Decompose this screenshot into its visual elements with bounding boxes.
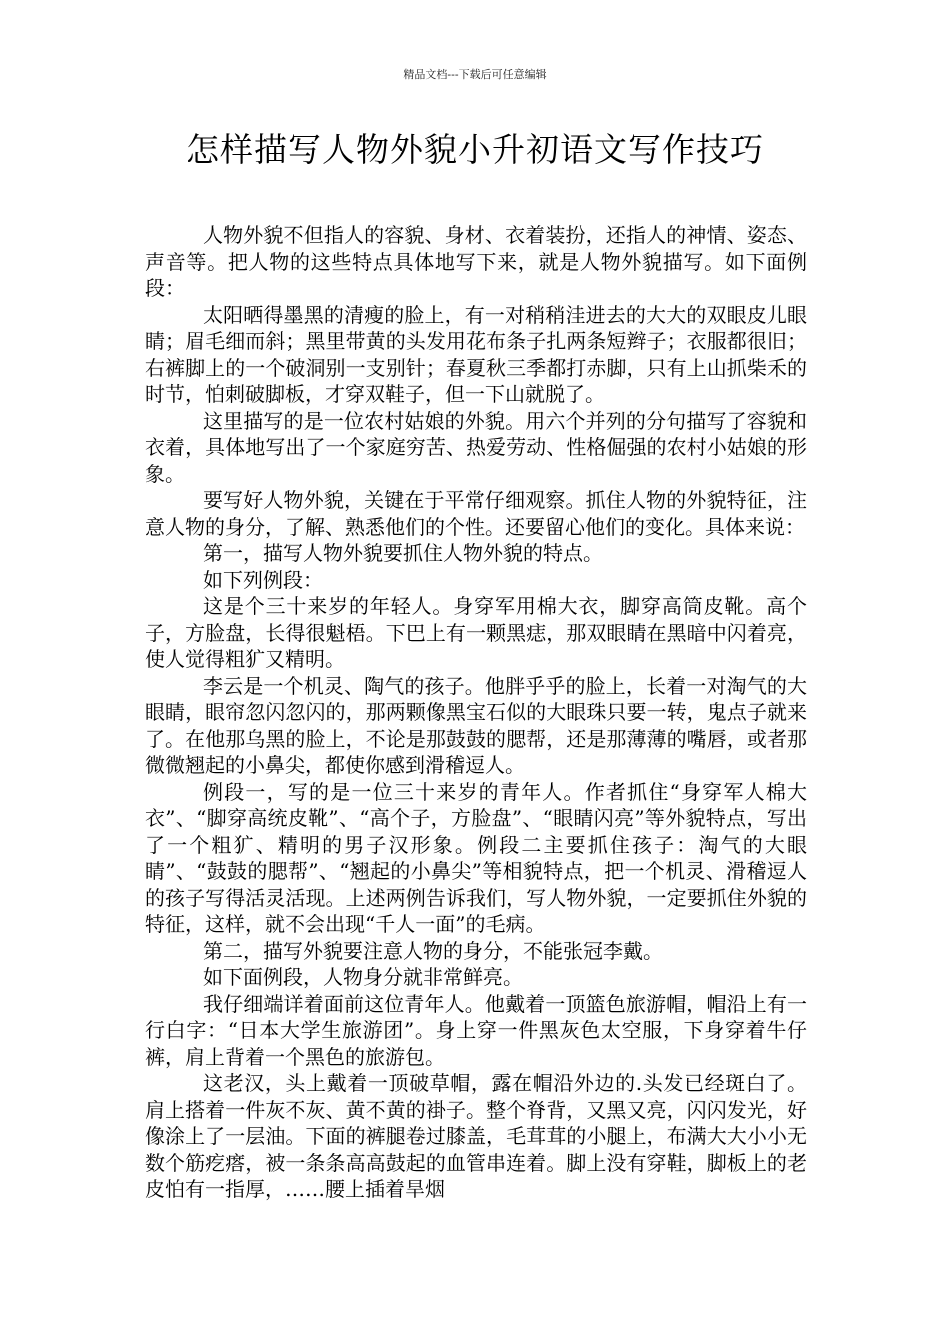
paragraph: 第一，描写人物外貌要抓住人物外貌的特点。 [203,541,603,565]
paragraph: 人物外貌不但指人的容貌、身材、衣着装扮，还指人的神情、姿态、声音等。把人物的这些特点具体地写下来，就是人物外貌描写。如下面例段： [145,223,807,300]
paragraph: 太阳晒得墨黑的清瘦的脸上，有一对稍稍洼进去的大大的双眼皮儿眼睛；眉毛细而斜；黑里带黄的头发用花布条子扎两条短辫子；衣服都很旧；右裤脚上的一个破洞别一支别针；春夏秋三季都打赤脚，只有上山抓柴禾的时节，怕刺破脚板，才穿双鞋子，但一下山就脱了。 [145,302,807,406]
paragraph: 如下列例段： [203,567,323,592]
paragraph: 这里描写的是一位农村姑娘的外貌。用六个并列的分句描写了容貌和衣着，具体地写出了一个家庭穷苦、热爱劳动、性格倔强的农村小姑娘的形象。 [145,408,807,486]
paragraph: 这老汉，头上戴着一顶破草帽，露在帽沿外边的.头发已经斑白了。肩上搭着一件灰不灰、黄不黄的褂子。整个脊背，又黑又亮，闪闪发光，好像涂上了一层油。下面的裤腿卷过膝盖，毛茸茸的小腿上，布满大大小小无数个筋疙瘩，被一条条高高鼓起的血管串连着。脚上没有穿鞋，脚板上的老皮怕有一指厚，……腰上插着旱烟 [145,1071,807,1201]
page-header: 精品文档---下载后可任意编辑 [403,68,547,81]
paragraph: 这是个三十来岁的年轻人。身穿军用棉大衣，脚穿高筒皮靴。高个子，方脸盘，长得很魁梧。下巴上有一颗黑痣，那双眼睛在黑暗中闪着亮，使人觉得粗犷又精明。 [145,594,807,671]
paragraph: 如下面例段，人物身分就非常鲜亮。 [203,965,523,989]
document-title: 怎样描写人物外貌小升初语文写作技巧 [186,130,764,169]
paragraph: 李云是一个机灵、陶气的孩子。他胖乎乎的脸上，长着一对淘气的大眼睛，眼帘忽闪忽闪的，那两颗像黑宝石似的大眼珠只要一转，鬼点子就来了。在他那乌黑的脸上，不论是那鼓鼓的腮帮，还是那薄薄的嘴唇，或者那微微翘起的小鼻尖，都使你感到滑稽逗人。 [145,673,807,777]
paragraph: 第二，描写外貌要注意人物的身分，不能张冠李戴。 [203,938,663,963]
paragraph: 要写好人物外貌，关键在于平常仔细观察。抓住人物的外貌特征，注意人物的身分，了解、熟悉他们的个性。还要留心他们的变化。具体来说： [145,488,807,539]
paragraph: 例段一，写的是一位三十来岁的青年人。作者抓住“身穿军人棉大衣”、“脚穿高统皮靴”、“高个子，方脸盘”、“眼睛闪亮”等外貌特点，写出了一个粗犷、精明的男子汉形象。例段二主要抓住孩子：淘气的大眼睛”、“鼓鼓的腮帮”、“翘起的小鼻尖”等相貌特点，把一个机灵、滑稽逗人的孩子写得活灵活现。上述两例告诉我们，写人物外貌，一定要抓住外貌的特征，这样，就不会出现“千人一面”的毛病。 [145,779,807,936]
document-body [145,222,807,1203]
paragraph: 我仔细端详着面前这位青年人。他戴着一顶篮色旅游帽，帽沿上有一行白字：“日本大学生旅游团”。身上穿一件黑灰色太空服，下身穿着牛仔裤，肩上背着一个黑色的旅游包。 [145,991,807,1069]
